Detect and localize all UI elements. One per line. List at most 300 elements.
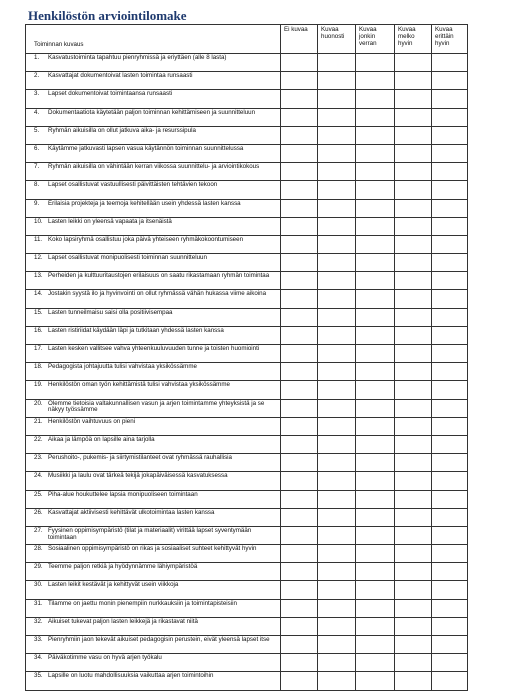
rating-cell-2[interactable] <box>356 581 395 599</box>
rating-cell-0[interactable] <box>281 526 318 544</box>
statement-number: 10. <box>34 217 43 225</box>
statement-cell <box>26 345 281 363</box>
rating-cell-0[interactable] <box>281 326 318 344</box>
statement-cell <box>26 235 281 253</box>
rating-cell-2[interactable] <box>356 308 395 326</box>
rating-cell-4[interactable] <box>432 599 468 617</box>
rating-cell-4[interactable] <box>432 235 468 253</box>
rating-cell-0[interactable] <box>281 399 318 417</box>
rating-cell-2[interactable] <box>356 563 395 581</box>
rating-cell-1[interactable] <box>318 472 356 490</box>
rating-cell-1[interactable] <box>318 617 356 635</box>
form-title: Henkilöstön arviointilomake <box>28 8 187 23</box>
rating-cell-1[interactable] <box>318 126 356 144</box>
rating-cell-0[interactable] <box>281 435 318 453</box>
rating-cell-4[interactable] <box>432 472 468 490</box>
rating-cell-3[interactable] <box>395 599 432 617</box>
rating-cell-3[interactable] <box>395 308 432 326</box>
table-row <box>26 217 468 235</box>
rating-cell-0[interactable] <box>281 545 318 563</box>
rating-cell-4[interactable] <box>432 435 468 453</box>
rating-cell-0[interactable] <box>281 54 318 72</box>
statement-cell <box>26 472 281 490</box>
statement-number: 19. <box>34 381 43 389</box>
statement-cell <box>26 326 281 344</box>
rating-cell-2[interactable] <box>356 217 395 235</box>
rating-cell-4[interactable] <box>432 290 468 308</box>
statement-cell <box>26 490 281 508</box>
rating-cell-3[interactable] <box>395 654 432 672</box>
rating-cell-4[interactable] <box>432 90 468 108</box>
statement-text: Jostakin syystä ilo ja hyvinvointi on ollut ryhmässä vähän hukassa viime aikoina <box>48 290 267 298</box>
rating-cell-2[interactable] <box>356 163 395 181</box>
table-row <box>26 672 468 690</box>
statement-number: 13. <box>34 272 43 280</box>
rating-cell-4[interactable] <box>432 417 468 435</box>
statement-text: Kasvatustoiminta tapahtuu pienryhmissä ja eriyttäen (alle 8 lasta) <box>48 54 227 61</box>
rating-cell-0[interactable] <box>281 217 318 235</box>
rating-cell-2[interactable] <box>356 399 395 417</box>
rating-cell-3[interactable] <box>395 381 432 399</box>
table-row <box>26 163 468 181</box>
statement-text: Ryhmän aikuisilla on ollut jatkuva aika- ja resurssipula <box>48 126 196 134</box>
rating-cell-1[interactable] <box>318 526 356 544</box>
statement-text: Lasten tunneilmaisu saisi olla positiivisempaa <box>48 308 173 316</box>
table-row <box>26 235 468 253</box>
rating-cell-2[interactable] <box>356 254 395 272</box>
rating-cell-0[interactable] <box>281 508 318 526</box>
rating-cell-1[interactable] <box>318 581 356 599</box>
statement-text: Kasvattajat aktiivisesti kehittävät ulkotoimintaa lasten kanssa <box>48 508 215 516</box>
rating-cell-3[interactable] <box>395 126 432 144</box>
rating-cell-2[interactable] <box>356 654 395 672</box>
statement-text: Musiikki ja laulu ovat tärkeä tekijä jokapäiväisessä kasvatuksessa <box>48 472 228 480</box>
statement-number: 1. <box>34 54 40 61</box>
statement-cell <box>26 636 281 654</box>
rating-cell-0[interactable] <box>281 181 318 199</box>
rating-cell-4[interactable] <box>432 454 468 472</box>
rating-cell-0[interactable] <box>281 90 318 108</box>
rating-cell-1[interactable] <box>318 235 356 253</box>
rating-cell-1[interactable] <box>318 381 356 399</box>
rating-cell-3[interactable] <box>395 399 432 417</box>
statement-number: 3. <box>34 90 40 98</box>
statement-text: Lasten kesken vallitsee vahva yhteenkuuluvuuden tunne ja toisten huomiointi <box>48 345 260 352</box>
rating-cell-0[interactable] <box>281 454 318 472</box>
statement-number: 21. <box>34 417 43 425</box>
rating-cell-2[interactable] <box>356 144 395 162</box>
evaluation-table <box>25 24 468 691</box>
rating-cell-3[interactable] <box>395 235 432 253</box>
rating-cell-4[interactable] <box>432 399 468 417</box>
rating-cell-2[interactable] <box>356 417 395 435</box>
statement-number: 20. <box>34 399 43 407</box>
statement-text: Käytämme jatkuvasti lapsen vasua käytännön toiminnan suunnittelussa <box>48 144 244 152</box>
rating-cell-1[interactable] <box>318 545 356 563</box>
rating-cell-2[interactable] <box>356 672 395 690</box>
rating-cell-1[interactable] <box>318 272 356 290</box>
rating-cell-2[interactable] <box>356 235 395 253</box>
rating-cell-4[interactable] <box>432 490 468 508</box>
statement-cell <box>26 126 281 144</box>
statement-cell <box>26 181 281 199</box>
rating-cell-1[interactable] <box>318 163 356 181</box>
statement-text: Pienryhmiin jaon tekevät aikuiset pedagogisin perustein, eivät yleensä lapset itse <box>48 636 270 643</box>
statement-cell <box>26 508 281 526</box>
rating-cell-1[interactable] <box>318 290 356 308</box>
rating-cell-0[interactable] <box>281 381 318 399</box>
rating-cell-4[interactable] <box>432 217 468 235</box>
rating-cell-3[interactable] <box>395 454 432 472</box>
rating-cell-3[interactable] <box>395 363 432 381</box>
statement-number: 4. <box>34 108 40 116</box>
rating-cell-1[interactable] <box>318 654 356 672</box>
rating-cell-2[interactable] <box>356 599 395 617</box>
rating-cell-0[interactable] <box>281 599 318 617</box>
rating-cell-1[interactable] <box>318 399 356 417</box>
rating-cell-3[interactable] <box>395 326 432 344</box>
rating-cell-0[interactable] <box>281 490 318 508</box>
rating-cell-1[interactable] <box>318 435 356 453</box>
rating-cell-0[interactable] <box>281 199 318 217</box>
table-row <box>26 72 468 90</box>
rating-cell-3[interactable] <box>395 144 432 162</box>
rating-cell-2[interactable] <box>356 545 395 563</box>
rating-cell-2[interactable] <box>356 290 395 308</box>
rating-cell-4[interactable] <box>432 345 468 363</box>
rating-cell-4[interactable] <box>432 563 468 581</box>
rating-cell-4[interactable] <box>432 381 468 399</box>
rating-cell-2[interactable] <box>356 636 395 654</box>
statement-cell <box>26 308 281 326</box>
table-row <box>26 254 468 272</box>
table-row <box>26 636 468 654</box>
rating-cell-3[interactable] <box>395 254 432 272</box>
rating-cell-0[interactable] <box>281 108 318 126</box>
table-row <box>26 381 468 399</box>
statement-text: Olemme tietoisia valtakunnallisen vasun ja arjen toimintamme yhteyksistä ja se näkyy työssämme <box>48 399 265 414</box>
rating-cell-1[interactable] <box>318 490 356 508</box>
rating-cell-0[interactable] <box>281 272 318 290</box>
statement-cell <box>26 199 281 217</box>
rating-cell-1[interactable] <box>318 199 356 217</box>
statement-cell <box>26 654 281 672</box>
rating-cell-3[interactable] <box>395 472 432 490</box>
rating-cell-4[interactable] <box>432 181 468 199</box>
table-row <box>26 126 468 144</box>
rating-cell-2[interactable] <box>356 108 395 126</box>
rating-cell-2[interactable] <box>356 508 395 526</box>
rating-cell-1[interactable] <box>318 72 356 90</box>
rating-cell-4[interactable] <box>432 508 468 526</box>
rating-cell-1[interactable] <box>318 308 356 326</box>
rating-cell-4[interactable] <box>432 636 468 654</box>
rating-header-4: Kuvaa erittäin hyvin <box>432 25 468 54</box>
rating-cell-1[interactable] <box>318 254 356 272</box>
table-row <box>26 472 468 490</box>
rating-cell-1[interactable] <box>318 345 356 363</box>
table-row <box>26 545 468 563</box>
rating-cell-2[interactable] <box>356 454 395 472</box>
statement-number: 5. <box>34 126 40 134</box>
statement-text: Lasten ristiriidat käydään läpi ja tutkitaan yhdessä lasten kanssa <box>48 326 224 334</box>
statement-cell <box>26 290 281 308</box>
statement-cell <box>26 417 281 435</box>
rating-cell-2[interactable] <box>356 363 395 381</box>
table-row <box>26 417 468 435</box>
rating-cell-3[interactable] <box>395 54 432 72</box>
rating-cell-1[interactable] <box>318 363 356 381</box>
rating-cell-4[interactable] <box>432 308 468 326</box>
statement-text: Kasvattajat dokumentoivat lasten toimintaa runsaasti <box>48 72 193 80</box>
statement-rows <box>26 54 468 691</box>
rating-cell-2[interactable] <box>356 617 395 635</box>
statement-number: 27. <box>34 526 43 534</box>
statement-text: Fyysinen oppimisympäristö (tilat ja materiaalit) virittää lapset syventymään toimintaan <box>48 526 252 541</box>
rating-cell-3[interactable] <box>395 508 432 526</box>
rating-cell-0[interactable] <box>281 472 318 490</box>
statement-number: 30. <box>34 581 43 589</box>
rating-cell-2[interactable] <box>356 199 395 217</box>
statement-number: 14. <box>34 290 43 298</box>
rating-cell-0[interactable] <box>281 581 318 599</box>
statement-number: 29. <box>34 563 43 571</box>
statement-text: Sosiaalinen oppimisympäristö on rikas ja sosiaaliset suhteet kehittyvät hyvin <box>48 545 257 553</box>
rating-cell-0[interactable] <box>281 654 318 672</box>
statement-text: Lasten leikit kestävät ja kehittyvät usein viikkoja <box>48 581 179 589</box>
header-row <box>26 25 468 54</box>
rating-cell-1[interactable] <box>318 54 356 72</box>
rating-cell-4[interactable] <box>432 617 468 635</box>
statement-cell <box>26 54 281 72</box>
rating-cell-1[interactable] <box>318 181 356 199</box>
table-row <box>26 526 468 544</box>
rating-cell-3[interactable] <box>395 272 432 290</box>
rating-cell-4[interactable] <box>432 126 468 144</box>
rating-cell-0[interactable] <box>281 126 318 144</box>
table-row <box>26 599 468 617</box>
statement-number: 8. <box>34 181 40 189</box>
rating-cell-4[interactable] <box>432 54 468 72</box>
rating-cell-0[interactable] <box>281 163 318 181</box>
rating-cell-4[interactable] <box>432 144 468 162</box>
rating-cell-3[interactable] <box>395 199 432 217</box>
statement-text: Lasten leikki on yleensä vapaata ja itsenäistä <box>48 217 172 225</box>
statement-number: 28. <box>34 545 43 553</box>
statement-cell <box>26 617 281 635</box>
rating-cell-4[interactable] <box>432 163 468 181</box>
statement-text: Lapset osallistuvat vastuullisesti päivittäisten tehtävien tekoon <box>48 181 218 189</box>
rating-cell-4[interactable] <box>432 545 468 563</box>
rating-cell-0[interactable] <box>281 672 318 690</box>
rating-cell-0[interactable] <box>281 72 318 90</box>
statement-cell <box>26 144 281 162</box>
rating-cell-4[interactable] <box>432 326 468 344</box>
rating-cell-2[interactable] <box>356 72 395 90</box>
rating-cell-3[interactable] <box>395 581 432 599</box>
rating-cell-0[interactable] <box>281 636 318 654</box>
statement-cell <box>26 672 281 690</box>
rating-cell-1[interactable] <box>318 144 356 162</box>
table-row <box>26 435 468 453</box>
statement-text: Ryhmän aikuisilla on vähintään kerran viikossa suunnittelu- ja arviointikokous <box>48 163 260 171</box>
statement-cell <box>26 563 281 581</box>
rating-cell-0[interactable] <box>281 563 318 581</box>
rating-cell-0[interactable] <box>281 417 318 435</box>
rating-cell-3[interactable] <box>395 181 432 199</box>
rating-cell-3[interactable] <box>395 617 432 635</box>
table-row <box>26 345 468 363</box>
statement-number: 26. <box>34 508 43 516</box>
statement-number: 17. <box>34 345 43 352</box>
statement-number: 18. <box>34 363 43 371</box>
statement-cell <box>26 435 281 453</box>
rating-cell-1[interactable] <box>318 672 356 690</box>
rating-header-1: Kuvaa huonosti <box>318 25 356 54</box>
description-column-header: Toiminnan kuvaus <box>26 25 281 54</box>
statement-cell <box>26 599 281 617</box>
rating-cell-1[interactable] <box>318 217 356 235</box>
rating-cell-3[interactable] <box>395 345 432 363</box>
rating-cell-0[interactable] <box>281 345 318 363</box>
rating-cell-1[interactable] <box>318 326 356 344</box>
rating-cell-3[interactable] <box>395 108 432 126</box>
statement-cell <box>26 72 281 90</box>
rating-cell-3[interactable] <box>395 217 432 235</box>
statement-cell <box>26 363 281 381</box>
rating-cell-2[interactable] <box>356 435 395 453</box>
rating-cell-4[interactable] <box>432 72 468 90</box>
rating-cell-2[interactable] <box>356 472 395 490</box>
rating-cell-3[interactable] <box>395 636 432 654</box>
table-row <box>26 363 468 381</box>
rating-cell-0[interactable] <box>281 363 318 381</box>
table-row <box>26 290 468 308</box>
rating-cell-4[interactable] <box>432 272 468 290</box>
rating-cell-2[interactable] <box>356 381 395 399</box>
rating-cell-3[interactable] <box>395 672 432 690</box>
statement-cell <box>26 163 281 181</box>
rating-cell-3[interactable] <box>395 72 432 90</box>
rating-cell-2[interactable] <box>356 126 395 144</box>
statement-number: 15. <box>34 308 43 316</box>
rating-cell-1[interactable] <box>318 108 356 126</box>
rating-cell-4[interactable] <box>432 654 468 672</box>
rating-cell-1[interactable] <box>318 90 356 108</box>
rating-cell-3[interactable] <box>395 490 432 508</box>
statement-text: Lapsille on luotu mahdollisuuksia vaikuttaa arjen toimintoihin <box>48 672 214 680</box>
rating-cell-0[interactable] <box>281 617 318 635</box>
table-row <box>26 563 468 581</box>
statement-text: Henkilöstön oman työn kehittämistä tulisi vahvistaa yksikössämme <box>48 381 230 389</box>
table-row <box>26 308 468 326</box>
statement-text: Erilaisia projekteja ja teemoja kehitellään usein yhdessä lasten kanssa <box>48 199 241 207</box>
statement-cell <box>26 545 281 563</box>
statement-number: 35. <box>34 672 43 680</box>
table-row <box>26 90 468 108</box>
rating-cell-3[interactable] <box>395 435 432 453</box>
rating-cell-2[interactable] <box>356 526 395 544</box>
rating-cell-2[interactable] <box>356 345 395 363</box>
rating-cell-1[interactable] <box>318 454 356 472</box>
statement-number: 12. <box>34 254 43 262</box>
rating-cell-3[interactable] <box>395 545 432 563</box>
table-row <box>26 490 468 508</box>
rating-cell-2[interactable] <box>356 54 395 72</box>
rating-cell-3[interactable] <box>395 163 432 181</box>
rating-cell-3[interactable] <box>395 563 432 581</box>
rating-cell-3[interactable] <box>395 526 432 544</box>
rating-cell-2[interactable] <box>356 90 395 108</box>
statement-number: 22. <box>34 435 43 443</box>
rating-cell-4[interactable] <box>432 581 468 599</box>
statement-number: 2. <box>34 72 40 80</box>
statement-number: 31. <box>34 599 43 607</box>
rating-cell-4[interactable] <box>432 254 468 272</box>
statement-cell <box>26 399 281 417</box>
statement-cell <box>26 381 281 399</box>
statement-text: Teemme paljon retkiä ja hyödynnämme lähiympäristöä <box>48 563 198 571</box>
statement-number: 16. <box>34 326 43 334</box>
statement-number: 24. <box>34 472 43 480</box>
statement-cell <box>26 272 281 290</box>
statement-cell <box>26 254 281 272</box>
rating-cell-2[interactable] <box>356 272 395 290</box>
statement-text: Aikuiset tukevat paljon lasten leikkejä ja rikastavat niitä <box>48 617 198 625</box>
rating-cell-2[interactable] <box>356 490 395 508</box>
table-row <box>26 181 468 199</box>
rating-cell-2[interactable] <box>356 326 395 344</box>
rating-cell-0[interactable] <box>281 144 318 162</box>
rating-cell-4[interactable] <box>432 199 468 217</box>
rating-cell-4[interactable] <box>432 363 468 381</box>
statement-text: Tilamme on jaettu monin pienempiin nurkkauksiin ja toimintapisteisiin <box>48 599 237 607</box>
rating-cell-1[interactable] <box>318 563 356 581</box>
rating-cell-3[interactable] <box>395 417 432 435</box>
rating-cell-0[interactable] <box>281 235 318 253</box>
rating-cell-3[interactable] <box>395 90 432 108</box>
statement-cell <box>26 108 281 126</box>
table-row <box>26 144 468 162</box>
table-row <box>26 508 468 526</box>
statement-number: 23. <box>34 454 43 462</box>
statement-number: 32. <box>34 617 43 625</box>
statement-text: Perushoito-, pukemis- ja siirtymistilanteet ovat ryhmässä rauhallisia <box>48 454 232 462</box>
table-row <box>26 54 468 72</box>
rating-cell-4[interactable] <box>432 526 468 544</box>
rating-cell-0[interactable] <box>281 290 318 308</box>
statement-number: 7. <box>34 163 40 171</box>
rating-cell-1[interactable] <box>318 417 356 435</box>
rating-cell-0[interactable] <box>281 308 318 326</box>
table-row <box>26 399 468 417</box>
statement-cell <box>26 90 281 108</box>
rating-header-0: Ei kuvaa <box>281 25 318 54</box>
table-row <box>26 199 468 217</box>
statement-cell <box>26 581 281 599</box>
rating-cell-2[interactable] <box>356 181 395 199</box>
statement-text: Pedagogista johtajuutta tulisi vahvistaa yksikössämme <box>48 363 197 371</box>
rating-cell-4[interactable] <box>432 672 468 690</box>
rating-cell-4[interactable] <box>432 108 468 126</box>
table-row <box>26 617 468 635</box>
table-row <box>26 454 468 472</box>
rating-cell-1[interactable] <box>318 636 356 654</box>
rating-cell-0[interactable] <box>281 254 318 272</box>
rating-cell-1[interactable] <box>318 599 356 617</box>
rating-cell-1[interactable] <box>318 508 356 526</box>
rating-cell-3[interactable] <box>395 290 432 308</box>
